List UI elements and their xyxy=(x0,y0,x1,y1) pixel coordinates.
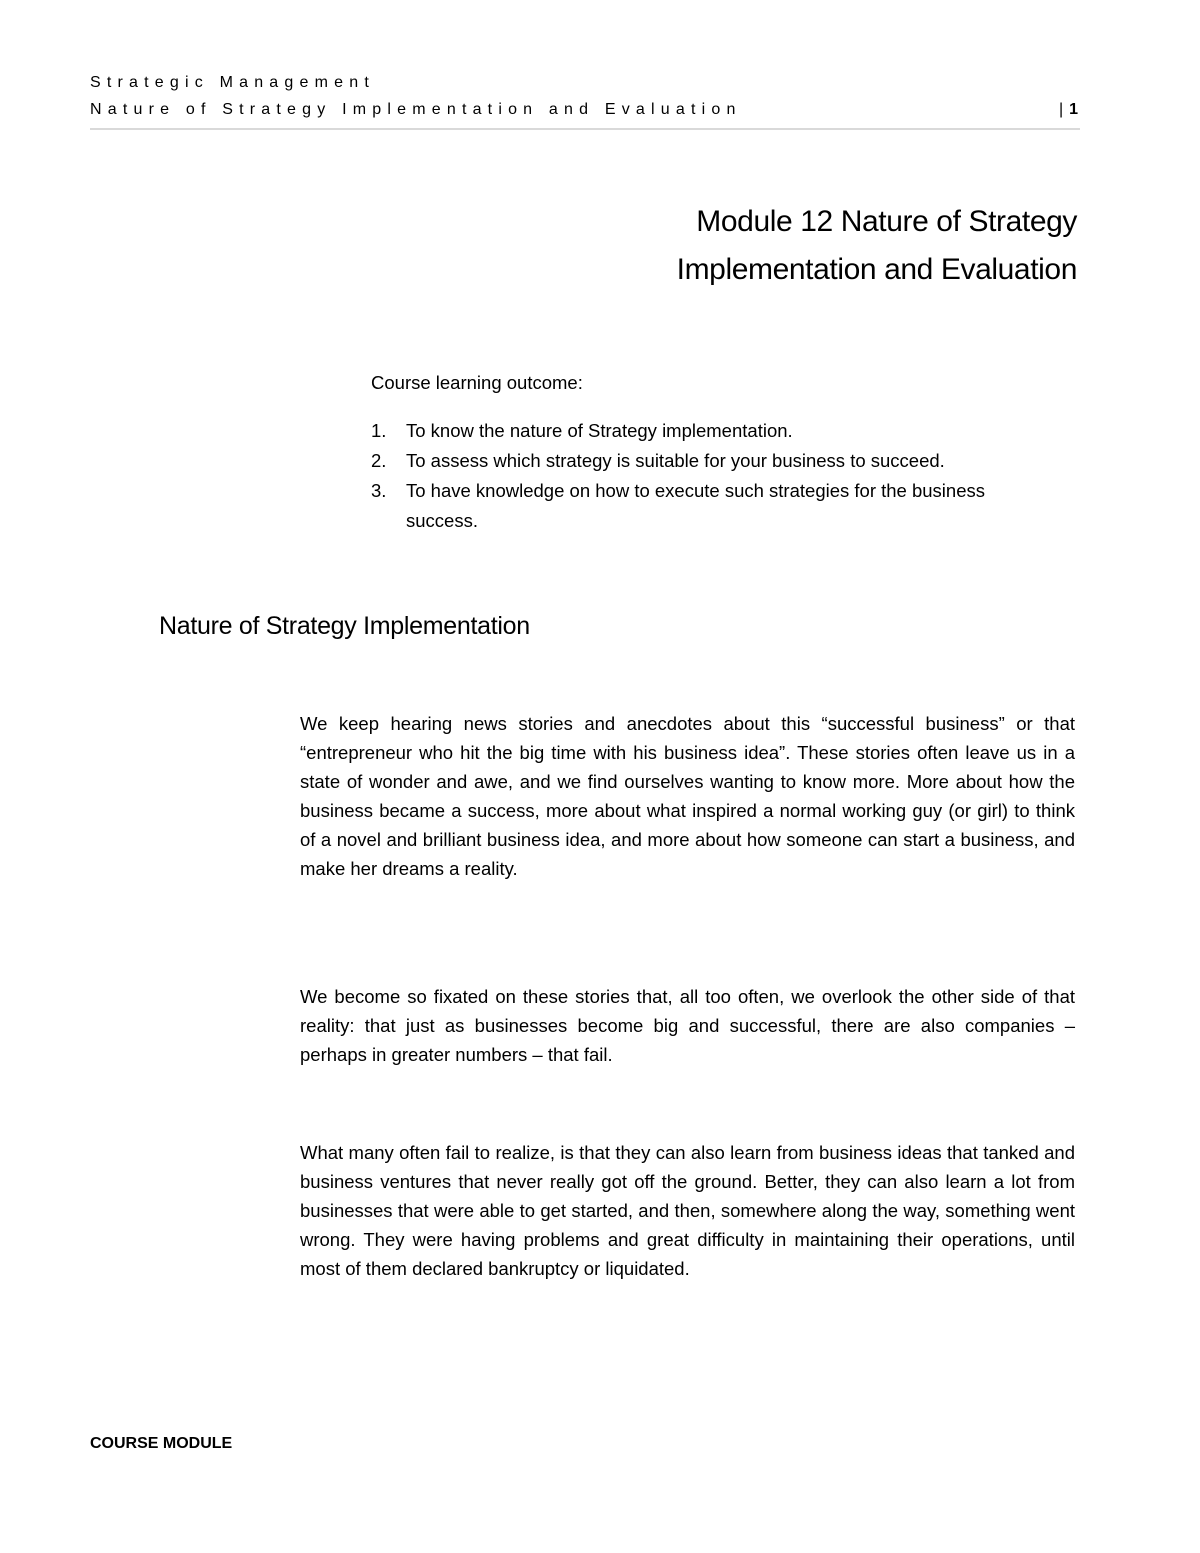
outcome-item-text: To know the nature of Strategy implementation. xyxy=(406,420,793,441)
header-topic-title: Nature of Strategy Implementation and Evaluation xyxy=(90,101,742,118)
outcome-item xyxy=(371,416,1026,446)
outcome-item-number: 2. xyxy=(371,450,387,471)
outcome-list xyxy=(371,416,1071,536)
header-course-title: Strategic Management xyxy=(90,74,375,91)
module-title-line-2: Implementation and Evaluation xyxy=(676,253,1077,286)
outcome-item-text: To have knowledge on how to execute such strategies for the business success. xyxy=(406,480,985,531)
outcome-item xyxy=(371,446,1026,476)
body-paragraph: We keep hearing news stories and anecdotes about this “successful business” or that “entrepreneur who hit the big time with his business idea”. These stories often leave us in a state of wonder and awe, and we find ourselves wanting to know more. More about how the business became a success, more about what inspired a normal working guy (or girl) to think of a novel and brilliant business idea, and more about how someone can start a business, and make her dreams a reality. xyxy=(300,713,1075,879)
body-paragraph: What many often fail to realize, is that they can also learn from business ideas that tanked and business ventures that never really got off the ground. Better, they can also learn a lot from businesses that were able to get started, and then, somewhere along the way, something went wrong. They were having problems and great difficulty in maintaining their operations, until most of them declared bankruptcy or liquidated. xyxy=(300,1142,1075,1279)
module-title xyxy=(477,198,1077,294)
page-header xyxy=(90,72,1080,130)
section-heading: Nature of Strategy Implementation xyxy=(159,612,530,640)
module-title-line-1: Module 12 Nature of Strategy xyxy=(696,205,1077,238)
outcome-item-number: 1. xyxy=(371,420,387,441)
page-number-value: 1 xyxy=(1069,101,1078,118)
outcome-item xyxy=(371,476,1026,536)
body-paragraph: We become so fixated on these stories that, all too often, we overlook the other side of that reality: that just as businesses become big and successful, there are also companies – perhaps in greater numbers – that fail. xyxy=(300,986,1075,1065)
page-number-separator: | xyxy=(1058,101,1064,118)
page-number xyxy=(1059,99,1078,121)
outcome-item-number: 3. xyxy=(371,480,387,501)
page-footer: COURSE MODULE xyxy=(90,1435,233,1452)
course-learning-outcome xyxy=(371,370,1071,536)
outcome-item-text: To assess which strategy is suitable for your business to succeed. xyxy=(406,450,945,471)
outcome-heading: Course learning outcome: xyxy=(371,372,583,393)
